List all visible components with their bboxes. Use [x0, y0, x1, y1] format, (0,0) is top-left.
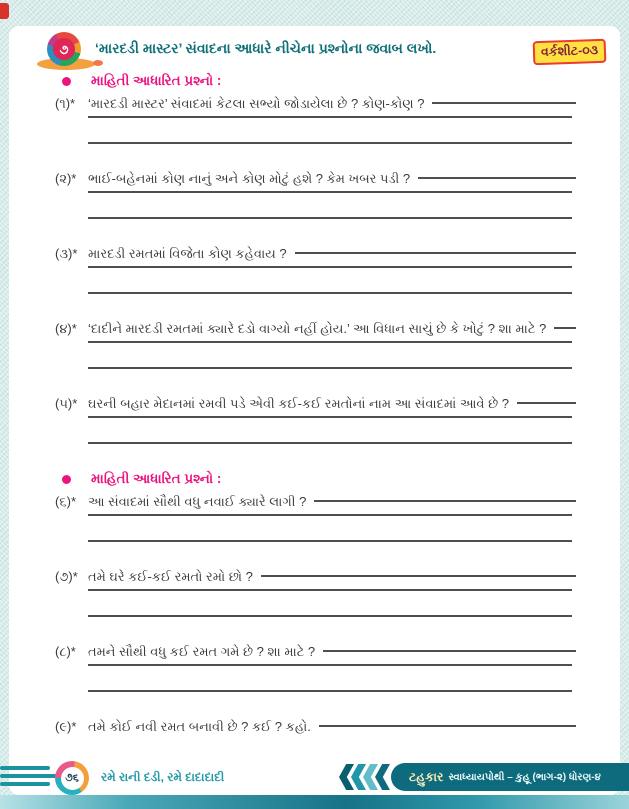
question-number: (૫)* — [55, 396, 78, 411]
question-text: ભાઈ-બહેનમાં કોણ નાનું અને કોણ મોટું હશે ? કેમ ખબર પડી ? — [88, 171, 411, 186]
question-row — [55, 170, 576, 188]
lesson-ball-icon — [45, 32, 89, 72]
answer-line — [88, 266, 572, 268]
page-number-badge — [55, 761, 89, 795]
answer-line — [319, 725, 576, 727]
answer-line — [517, 402, 576, 404]
page-title: ‘મારદડી માસ્ટર’ સંવાદના આધારે નીચેના પ્રશ્નોના જવાબ લખો. — [95, 40, 437, 56]
answer-line — [261, 575, 576, 577]
question-number: (૨)* — [55, 171, 77, 186]
question-number: (૧)* — [55, 96, 76, 111]
question-text: તમે ઘરે કઈ-કઈ રમતો રમો છો ? — [88, 569, 253, 584]
chevron-left-icon — [375, 764, 390, 790]
question-row — [55, 643, 576, 661]
answer-line — [314, 500, 576, 502]
answer-line — [88, 217, 572, 219]
answer-line — [88, 116, 572, 118]
answer-line — [88, 142, 572, 144]
question-number: (૬)* — [55, 494, 76, 509]
question-row — [55, 395, 576, 413]
book-series-pill — [391, 763, 629, 791]
question-text: ઘરની બહાર મેદાનમાં રમવી પડે એવી કઈ-કઈ રમતોનાં નામ આ સંવાદમાં આવે છે ? — [88, 396, 509, 411]
question-row — [55, 95, 576, 113]
worksheet-number-badge: વર્કશીટ-૦૩ — [532, 39, 606, 66]
question-number: (૪)* — [55, 321, 77, 336]
answer-line — [88, 292, 572, 294]
question-text: ‘દાદીને મારદડી રમતમાં ક્યારે દડો વાગ્યો નહીં હોય.’ આ વિધાન સાચું છે કે ખોટું ? શા માટે ? — [88, 321, 547, 336]
answer-line — [88, 367, 572, 369]
lesson-number: ૭ — [53, 38, 75, 60]
worksheet-page — [9, 26, 620, 795]
corner-red-tab — [0, 3, 9, 19]
question-text: તમે કોઈ નવી રમત બનાવી છે ? કઈ ? કહો. — [88, 719, 311, 734]
question-row — [55, 568, 576, 586]
question-text: આ સંવાદમાં સૌથી વધુ નવાઈ ક્યારે લાગી ? — [88, 494, 307, 509]
question-section — [9, 72, 620, 444]
question-number: (૮)* — [55, 644, 76, 659]
answer-line — [418, 177, 576, 179]
series-subtitle: સ્વાધ્યાયપોથી – કુહૂ (ભાગ-૨) ધોરણ-૪ — [448, 771, 601, 783]
section-heading-row — [62, 72, 620, 90]
question-text: ‘મારદડી માસ્ટર’ સંવાદમાં કેટલા સભ્યો જોડાયેલા છે ? કોણ-કોણ ? — [88, 96, 425, 111]
question-text: મારદડી રમતમાં વિજેતા કોણ કહેવાય ? — [88, 246, 287, 261]
answer-line — [295, 252, 576, 254]
answer-line — [88, 416, 572, 418]
bullet-icon — [62, 475, 71, 484]
chevrons-left-icon — [342, 764, 390, 790]
question-row — [55, 493, 576, 511]
footer — [9, 760, 620, 796]
answer-line — [88, 514, 572, 516]
series-name: ટહુકાર — [409, 769, 444, 784]
answer-line — [88, 690, 572, 692]
bottom-strip-decoration — [0, 795, 629, 809]
section-heading: માહિતી આધારિત પ્રશ્નો : — [91, 471, 222, 486]
question-number: (૯)* — [55, 719, 77, 734]
answer-line — [88, 540, 572, 542]
question-row — [55, 320, 576, 338]
answer-line — [432, 102, 576, 104]
answer-line — [323, 650, 576, 652]
page-number: ૭૬ — [61, 767, 84, 790]
section-heading: માહિતી આધારિત પ્રશ્નો : — [91, 73, 222, 88]
footer-stripes-icon — [0, 766, 62, 790]
worksheet-header — [9, 26, 620, 72]
bullet-icon — [62, 77, 71, 86]
answer-line — [88, 589, 572, 591]
ball-icon — [47, 32, 81, 66]
question-row — [55, 718, 576, 736]
sections-container — [9, 72, 620, 740]
answer-line — [88, 191, 572, 193]
question-text: તમને સૌથી વધુ કઈ રમત ગમે છે ? શા માટે ? — [88, 644, 316, 659]
section-heading-row — [62, 470, 620, 488]
answer-line — [88, 615, 572, 617]
question-number: (૭)* — [55, 569, 78, 584]
question-number: (૩)* — [55, 246, 78, 261]
answer-line — [88, 664, 572, 666]
answer-line — [88, 341, 572, 343]
answer-line — [554, 327, 576, 329]
question-section — [9, 444, 620, 736]
chapter-title: રમે રાની દડી, રમે દાદાદાદી — [101, 770, 225, 784]
question-row — [55, 245, 576, 263]
